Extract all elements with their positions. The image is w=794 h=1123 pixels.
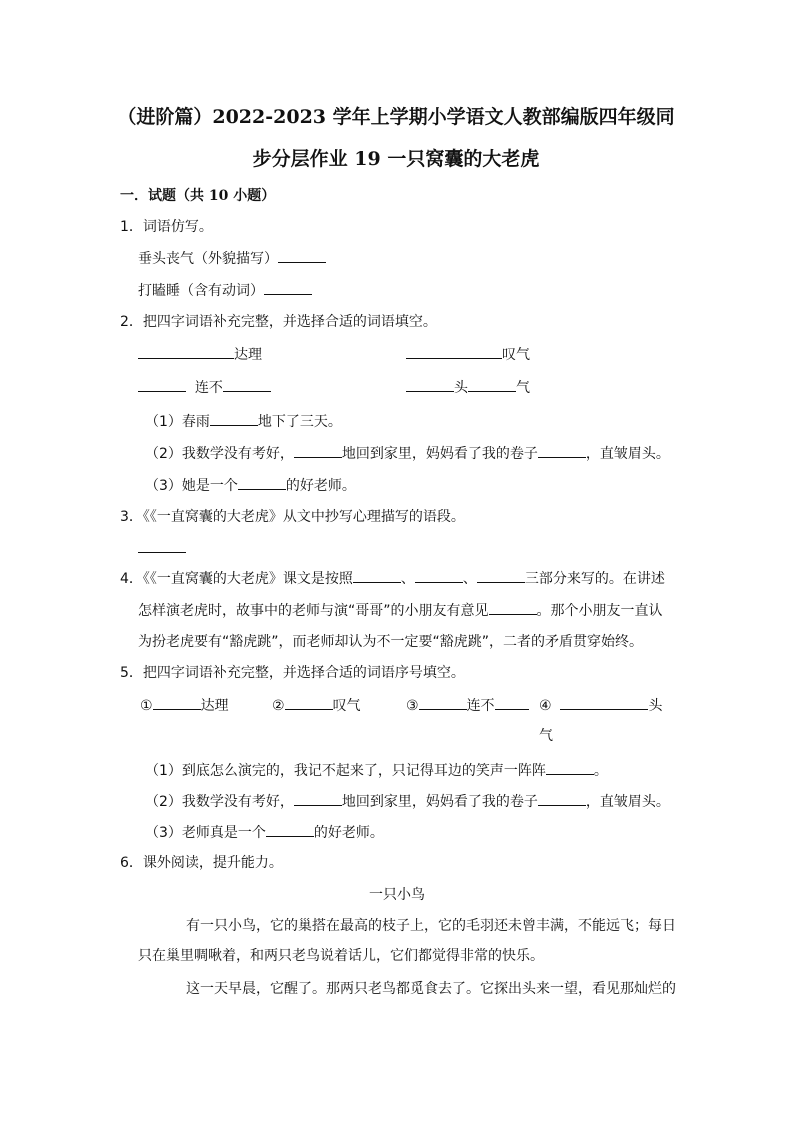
word-text: 连不 [194, 380, 223, 396]
answer-blank[interactable] [238, 475, 286, 490]
sentence-text: 地回到家里，妈妈看了我的卷子 [341, 446, 538, 462]
answer-blank[interactable] [419, 695, 467, 710]
document-title-line-1: （进阶篇）2022-2023 学年上学期小学语文人教部编版四年级同 [117, 106, 675, 128]
answer-blank[interactable] [294, 791, 342, 806]
answer-blank[interactable] [266, 822, 314, 837]
answer-blank[interactable] [210, 411, 258, 426]
question-5-sentence-3 [145, 822, 384, 843]
answer-blank[interactable] [538, 791, 586, 806]
answer-blank[interactable] [285, 695, 333, 710]
sentence-text: 地回到家里，妈妈看了我的卷子 [341, 794, 538, 810]
answer-blank[interactable] [477, 568, 525, 583]
sentence-text: 怎样演老虎时，故事中的老师与演“哥哥”的小朋友有意见 [138, 603, 489, 619]
separator: 、 [400, 571, 415, 587]
sentence-text: 。 [593, 763, 608, 779]
sentence-text: 的好老师。 [285, 478, 356, 494]
item-text: 垂头丧气（外貌描写） [138, 251, 278, 267]
question-1-stem: 1．词语仿写。 [120, 219, 213, 235]
document-title-line-2: 步分层作业 19 一只窝囊的大老虎 [252, 148, 540, 170]
question-1-item-a [138, 248, 326, 269]
word-text: 气 [516, 380, 530, 396]
question-2-sentence-3 [145, 475, 356, 496]
passage-paragraph-2-line-1: 这一天早晨，它醒了。那两只老鸟都觅食去了。它探出头来一望，看见那灿烂的 [186, 981, 676, 997]
question-5-stem: 5．把四字词语补充完整，并选择合适的词语序号填空。 [120, 665, 465, 681]
question-5-sentence-2 [145, 791, 670, 812]
passage-paragraph-1-line-1: 有一只小鸟，它的巢搭在最高的枝子上，它的毛羽还未曾丰满，不能远飞；每日 [186, 918, 676, 934]
word-text: 达理 [200, 698, 229, 714]
question-2-sentence-2 [145, 443, 670, 464]
answer-blank[interactable] [406, 377, 454, 392]
question-3-stem: 3．《《一直窝囊的大老虎》从文中抄写心理描写的语段。 [120, 509, 465, 525]
question-1-item-b [138, 280, 312, 301]
question-5-sentence-1 [145, 760, 608, 781]
question-2-word-3 [138, 377, 271, 398]
word-text: 头 [648, 698, 663, 714]
answer-blank[interactable] [495, 695, 529, 710]
answer-blank[interactable] [538, 443, 586, 458]
answer-blank[interactable] [468, 377, 516, 392]
sentence-text: ，直皱眉头。 [585, 794, 670, 810]
word-text: 达理 [234, 347, 262, 363]
answer-blank[interactable] [278, 248, 326, 263]
answer-blank[interactable] [294, 443, 342, 458]
question-4-line-1 [120, 568, 665, 589]
question-2-word-2 [406, 344, 530, 365]
answer-blank[interactable] [489, 600, 537, 615]
sentence-text: 4．《《一直窝囊的大老虎》课文是按照 [120, 571, 353, 587]
question-2-word-4 [406, 377, 530, 398]
question-2-word-1 [138, 344, 262, 365]
sentence-text: 的好老师。 [313, 825, 384, 841]
question-2-sentence-1 [145, 411, 342, 432]
sentence-text: （2）我数学没有考好， [145, 446, 294, 462]
word-text: 叹气 [502, 347, 530, 363]
passage-title: 一只小鸟 [369, 887, 425, 903]
sentence-text: （1）春雨 [145, 414, 210, 430]
answer-blank[interactable] [406, 344, 502, 359]
sentence-text: 地下了三天。 [257, 414, 342, 430]
answer-blank[interactable] [546, 760, 594, 775]
question-3-answer [138, 538, 186, 559]
answer-blank[interactable] [353, 568, 401, 583]
word-text: 叹气 [332, 698, 361, 714]
item-text: 打瞌睡（含有动词） [138, 283, 264, 299]
passage-paragraph-1-line-2: 只在巢里啁啾着，和两只老鸟说着话儿，它们都觉得非常的快乐。 [138, 948, 544, 964]
sentence-text: （3）她是一个 [145, 478, 238, 494]
sentence-text: （2）我数学没有考好， [145, 794, 294, 810]
option-number: ④ [539, 698, 552, 714]
answer-blank[interactable] [153, 695, 201, 710]
question-5-word-4 [539, 695, 662, 716]
sentence-text: ，直皱眉头。 [585, 446, 670, 462]
answer-blank[interactable] [264, 280, 312, 295]
question-6-stem: 6．课外阅读，提升能力。 [120, 855, 283, 871]
answer-blank[interactable] [138, 538, 186, 553]
answer-blank[interactable] [223, 377, 271, 392]
sentence-text: （3）老师真是一个 [145, 825, 266, 841]
question-2-stem: 2．把四字词语补充完整，并选择合适的词语填空。 [120, 314, 437, 330]
option-number: ③ [406, 698, 419, 714]
question-5-word-4-tail: 气 [539, 728, 553, 744]
sentence-text: 三部分来写的。在讲述 [524, 571, 665, 587]
word-text: 连不 [466, 698, 495, 714]
option-number: ① [140, 698, 153, 714]
option-number: ② [272, 698, 285, 714]
separator: 、 [462, 571, 477, 587]
question-5-word-1 [140, 695, 229, 716]
question-4-line-3: 为扮老虎要有“豁虎跳”，而老师却认为不一定要“豁虎跳”，二者的矛盾贯穿始终。 [138, 634, 644, 650]
sentence-text: 。那个小朋友一直认 [536, 603, 663, 619]
section-heading: 一．试题（共 10 小题） [120, 188, 276, 204]
answer-blank[interactable] [138, 377, 186, 392]
answer-blank[interactable] [415, 568, 463, 583]
word-text: 头 [454, 380, 468, 396]
sentence-text: （1）到底怎么演完的，我记不起来了，只记得耳边的笑声一阵阵 [145, 763, 546, 779]
question-5-word-2 [272, 695, 361, 716]
answer-blank[interactable] [138, 344, 234, 359]
question-5-word-3 [406, 695, 529, 716]
question-4-line-2 [138, 600, 663, 621]
answer-blank[interactable] [560, 695, 648, 710]
